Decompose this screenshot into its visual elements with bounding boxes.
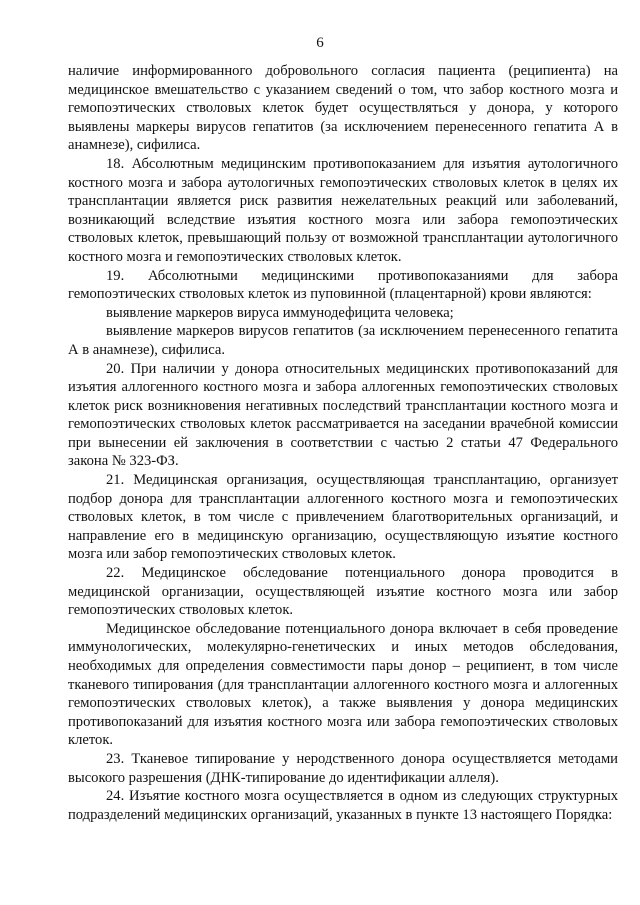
paragraph-19-item-hiv: выявление маркеров вируса иммунодефицита человека; xyxy=(106,304,454,321)
paragraph-23: 23. Тканевое типирование у неродственного донора осуществляется методами высокого разрешения (ДНК-типирование до идентификации аллеля). xyxy=(68,750,618,786)
paragraph-21: 21. Медицинская организация, осуществляющая трансплантацию, организует подбор донора для трансплантации аллогенного костного мозга и гемопоэтических стволовых клеток, в том числе с привлечением благотворительных организаций, и направление его в медицинскую организацию, осуществляющую изъятие костного мозга или забор гемопоэтических стволовых клеток. xyxy=(68,472,618,563)
page-number: 6 xyxy=(316,35,324,51)
paragraph-22: 22. Медицинское обследование потенциального донора проводится в медицинской организации, осуществляющей изъятие костного мозга или забор гемопоэтических стволовых клеток. xyxy=(68,565,618,619)
paragraph-19-item-hepatitis: выявление маркеров вирусов гепатитов (за исключением перенесенного гепатита А в анамнезе), сифилиса. xyxy=(68,323,618,358)
paragraph-consent-continuation: наличие информированного добровольного согласия пациента (реципиента) на медицинское вмешательство с указанием сведений о том, что забор костного мозга и гемопоэтических стволовых клеток будет осуществляться у донора, у которого выявлены маркеры вирусов гепатитов (за исключением перенесенного гепатита А в анамнезе), сифилиса. xyxy=(68,63,618,154)
paragraph-24: 24. Изъятие костного мозга осуществляется в одном из следующих структурных подразделений медицинских организаций, указанных в пункте 13 настоящего Порядка: xyxy=(68,788,618,823)
document-body xyxy=(68,62,618,824)
paragraph-19: 19. Абсолютными медицинскими противопоказаниями для забора гемопоэтических стволовых клеток из пуповинной (плацентарной) крови являются: xyxy=(68,267,618,303)
paragraph-20: 20. При наличии у донора относительных медицинских противопоказаний для изъятия аллогенного костного мозга и забора аллогенных гемопоэтических стволовых клеток риск возникновения негативных последствий трансплантации костного мозга и гемопоэтических стволовых клеток рассматривается на заседании врачебной комиссии при вынесении ей заключения в соответствии с частью 2 статьи 47 Федерального закона № 323-ФЗ. xyxy=(68,360,618,470)
paragraph-22-examination: Медицинское обследование потенциального донора включает в себя проведение иммунологических, молекулярно-генетических и иных методов обследования, необходимых для определения совместимости пары донор – реципиент, в том числе тканевого типирования (для трансплантации аллогенного костного мозга и аллогенных гемопоэтических стволовых клеток), а также выявления у донора медицинских противопоказаний для изъятия костного мозга или забора гемопоэтических стволовых клеток. xyxy=(68,620,618,749)
paragraph-18: 18. Абсолютным медицинским противопоказанием для изъятия аутологичного костного мозга и забора аутологичных гемопоэтических стволовых клеток в целях их трансплантации является риск развития нежелательных реакций или заболеваний, возникающий вследствие изъятия костного мозга или забора гемопоэтических стволовых клеток, превышающий пользу от возможной трансплантации аутологичного костного мозга и гемопоэтических стволовых клеток. xyxy=(68,155,618,265)
